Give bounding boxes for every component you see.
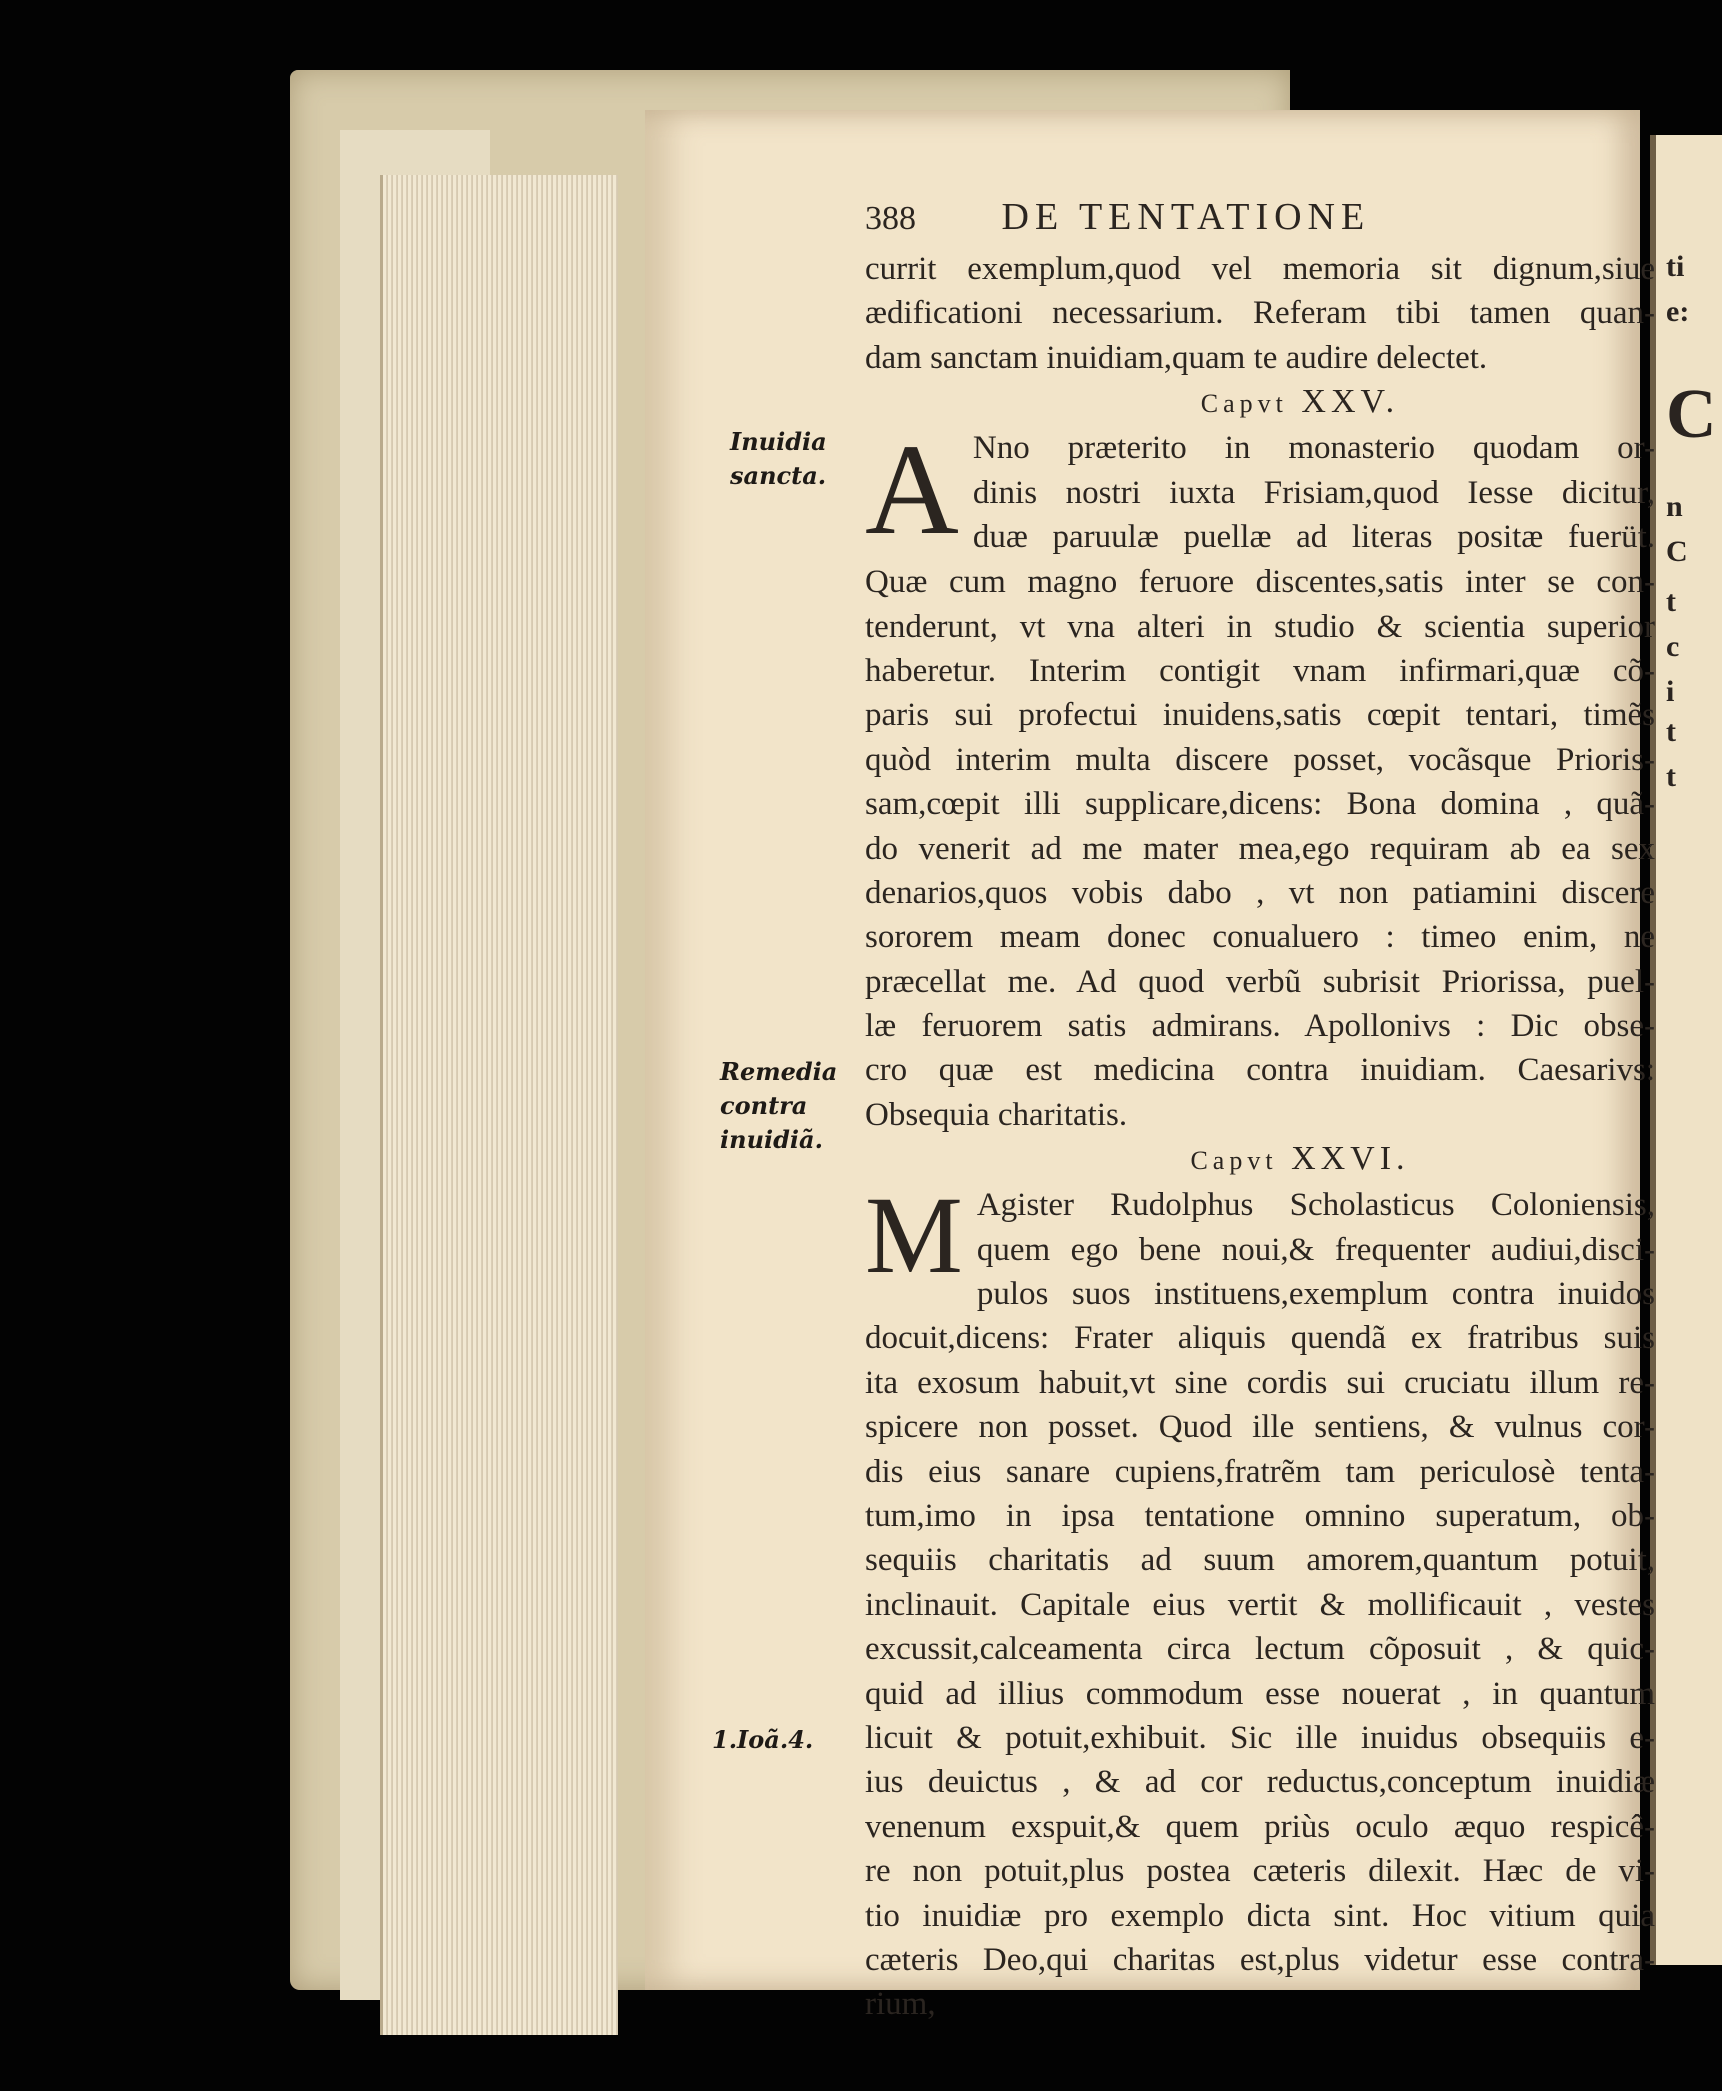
- text-line: venenum exspuit,& quem priùs oculo æquo respicê-: [865, 1808, 1655, 1845]
- text-line: denarios,quos vobis dabo , vt non patiamini discere: [865, 874, 1655, 911]
- running-header: [865, 195, 1655, 247]
- text-line: inclinauit. Capitale eius vertit & mollificauit , vestes: [865, 1586, 1655, 1623]
- margin-note-line: Inuidia: [730, 427, 827, 456]
- text-line: Agister Rudolphus Scholasticus Coloniensis,: [976, 1187, 1655, 1224]
- text-line: tenderunt, vt vna alteri in studio & scientia superior: [865, 608, 1655, 645]
- text-line: dis eius sanare cupiens,fratrẽm tam periculosè tenta-: [865, 1453, 1655, 1490]
- text-line: tio inuidiæ pro exemplo dicta sint. Hoc vitium quia: [865, 1897, 1655, 1934]
- next-page-fragment: C: [1666, 376, 1717, 453]
- drop-capital: M: [865, 1174, 963, 1297]
- text-line: spicere non posset. Quod ille sentiens, & vulnus cor-: [865, 1409, 1655, 1446]
- paragraph-25: [865, 418, 1655, 1137]
- text-line: ius deuictus , & ad cor reductus,conceptum inuidiæ: [865, 1764, 1655, 1801]
- text-line: duæ paruulæ puellæ ad literas positæ fuerüt.: [972, 518, 1655, 555]
- next-page-fragment: ti: [1666, 250, 1685, 283]
- drop-capital: A: [865, 418, 959, 563]
- text-line: re non potuit,plus postea cæteris dilexit. Hæc de vi-: [865, 1853, 1655, 1890]
- text-line: Nno præterito in monasterio quodam or-: [972, 430, 1655, 467]
- text-line: licuit & potuit,exhibuit. Sic ille inuidus obsequiis e-: [865, 1719, 1655, 1756]
- margin-note-line: inuidiã.: [720, 1125, 823, 1154]
- text-line: currit exemplum,quod vel memoria sit dignum,siue: [865, 251, 1655, 287]
- chapter-word: Capvt: [1200, 389, 1288, 419]
- margin-note-line: contra: [720, 1091, 808, 1120]
- text-line: ita exosum habuit,vt sine cordis sui cruciatu illum re-: [865, 1364, 1655, 1401]
- next-page-fragment: t: [1666, 585, 1676, 618]
- text-line: excussit,calceamenta circa lectum cõposuit , & quic-: [865, 1631, 1655, 1668]
- chapter-word: Capvt: [1190, 1146, 1278, 1176]
- page-edges: [380, 175, 618, 2035]
- margin-note-line: Remedia: [720, 1057, 838, 1086]
- next-page-fragment: e:: [1666, 295, 1690, 328]
- chapter-numeral: XXVI.: [1291, 1140, 1410, 1178]
- text-line: cæteris Deo,qui charitas est,plus videtur esse contra-: [865, 1941, 1655, 1978]
- chapter-heading-25: [865, 380, 1655, 426]
- next-page-fragment: C: [1666, 535, 1688, 568]
- next-page-fragment: t: [1666, 760, 1676, 793]
- page-number: 388: [865, 200, 916, 237]
- text-line: cro quæ est medicina contra inuidiam. Caesarivs:: [865, 1052, 1655, 1089]
- text-line: læ feruorem satis admirans. Apollonivs : Dic obse-: [865, 1008, 1655, 1045]
- text-line: do venerit ad me mater mea,ego requiram ab ea sex: [865, 830, 1655, 867]
- paragraph-26: [865, 1174, 1655, 2026]
- text-line: haberetur. Interim contigit vnam infirmari,quæ cõ-: [865, 652, 1655, 689]
- next-page-fragment: c: [1666, 630, 1680, 663]
- text-line: Obsequia charitatis.: [865, 1096, 1128, 1133]
- text-line: dinis nostri iuxta Frisiam,quod Iesse dicitur,: [972, 474, 1655, 511]
- text-line: Quæ cum magno feruore discentes,satis inter se con-: [865, 564, 1655, 601]
- catchword: rium,: [865, 1986, 936, 2023]
- text-line: sequiis charitatis ad suum amorem,quantum potuit,: [865, 1542, 1655, 1579]
- text-line: docuit,dicens: Frater aliquis quendã ex fratribus suis: [865, 1320, 1655, 1357]
- text-line: quid ad illius commodum esse nouerat , in quantum: [865, 1675, 1655, 1712]
- text-line: quòd interim multa discere posset, vocãsque Prioris-: [865, 741, 1655, 778]
- text-line: sam,cœpit illi supplicare,dicens: Bona domina , quã-: [865, 786, 1655, 823]
- margin-note-inuidia-sancta: [730, 425, 827, 493]
- next-page-edge: [1650, 135, 1722, 1965]
- running-title: DE TENTATIONE: [1001, 196, 1371, 238]
- chapter-heading-26: [865, 1137, 1655, 1183]
- margin-note-line: sancta.: [730, 461, 827, 490]
- text-line: quem ego bene noui,& frequenter audiui,disci-: [976, 1231, 1655, 1268]
- text-line: præcellat me. Ad quod verbũ subrisit Priorissa, puel-: [865, 963, 1655, 1000]
- text-line: dam sanctam inuidiam,quam te audire delectet.: [865, 339, 1488, 376]
- next-page-fragment: n: [1666, 490, 1683, 523]
- page-text: [865, 195, 1655, 2027]
- text-line: paris sui profectui inuidens,satis cœpit tentari, timẽs: [865, 697, 1655, 734]
- margin-note-remedia: [720, 1055, 837, 1157]
- text-line: sororem meam donec conualuero : timeo enim, ne: [865, 919, 1655, 956]
- text-line: tum,imo in ipsa tentatione omnino superatum, ob-: [865, 1497, 1655, 1534]
- next-page-fragment: i: [1666, 675, 1675, 708]
- text-line: ædificationi necessarium. Referam tibi tamen quan-: [865, 295, 1655, 332]
- chapter-numeral: XXV.: [1301, 383, 1400, 421]
- margin-note-reference: 1.Ioã.4.: [712, 1725, 814, 1754]
- next-page-fragment: t: [1666, 715, 1676, 748]
- text-line: pulos suos instituens,exemplum contra inuidos: [976, 1276, 1655, 1313]
